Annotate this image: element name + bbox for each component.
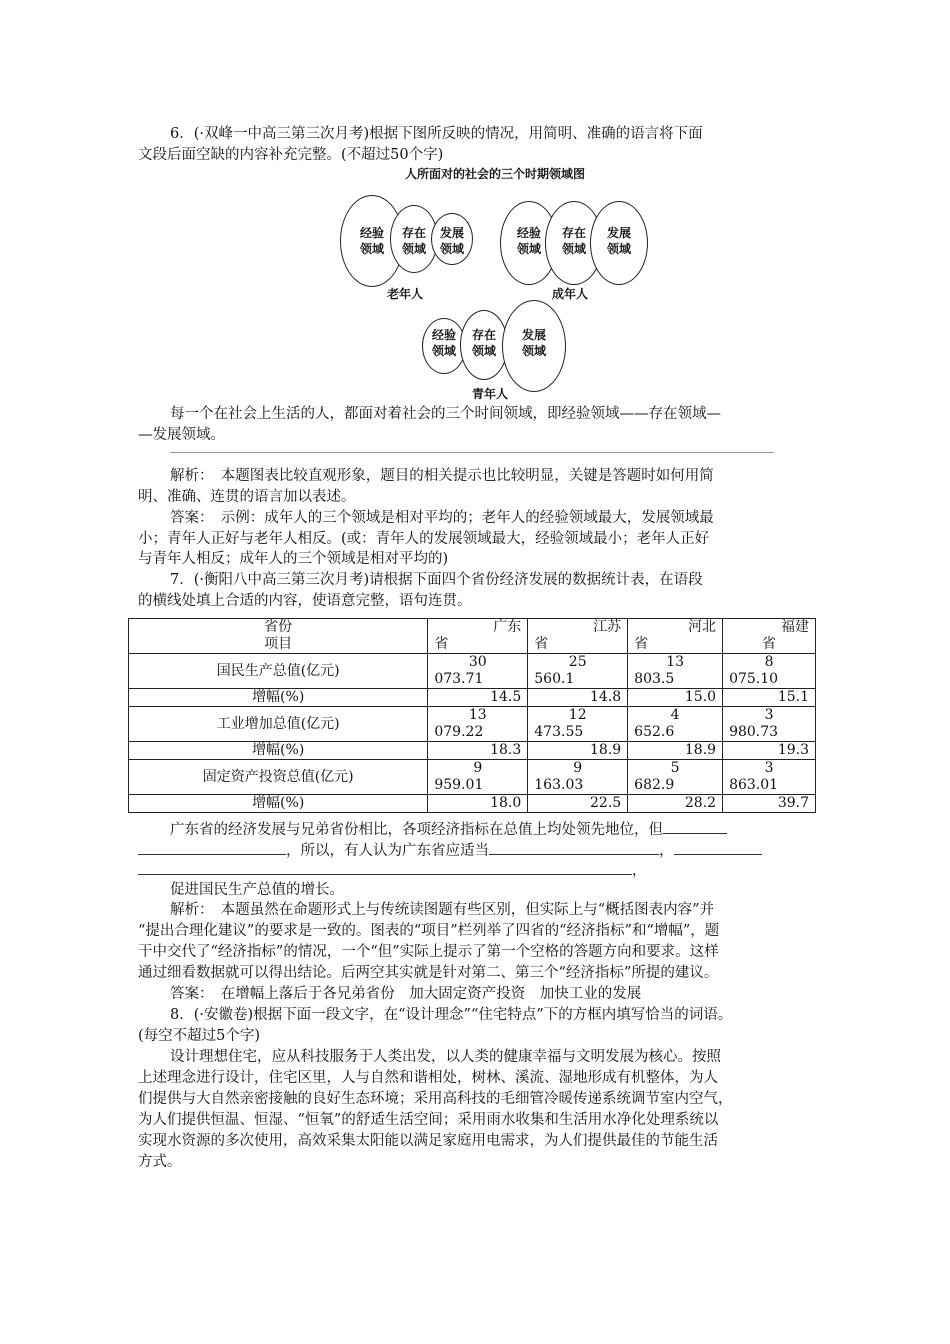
adult-existence-label: 存在 领域 xyxy=(561,226,586,256)
province-header-cell xyxy=(723,619,816,654)
table-cell: 13 803.5 xyxy=(628,654,723,689)
row-label: 增幅(%) xyxy=(129,742,428,760)
q7-analysis-line2: “提出合理化建议”的要求是一致的。图表的“项目”栏列举了四省的“经济指标”和“增幅”，题 xyxy=(138,923,720,939)
province-header-cell xyxy=(528,619,628,654)
province-name: 福建 xyxy=(781,619,809,635)
province-header-cell xyxy=(428,619,528,654)
table-row xyxy=(129,689,816,707)
table-cell: 19.3 xyxy=(723,742,816,760)
table-cell: 22.5 xyxy=(528,795,628,813)
youth-experience-label: 经验 领域 xyxy=(431,328,456,358)
q7-paragraph-line2 xyxy=(138,840,762,861)
q7-analysis-line4: 通过细看数据就可以得出结论。后两空其实就是针对第二、第三个“经济指标”所提的建议。 xyxy=(138,965,719,981)
youth-development-label: 发展 领域 xyxy=(521,328,546,358)
table-cell: 9 163.03 xyxy=(528,760,628,795)
elder-development-label: 发展 领域 xyxy=(439,226,464,256)
q7-comma: ， xyxy=(632,863,647,879)
province-suffix: 省 xyxy=(762,636,777,652)
province-name: 河北 xyxy=(688,619,717,635)
q7-answer-line: 答案： 在增幅上落后于各兄弟省份 加大固定资产投资 加快工业的发展 xyxy=(170,986,642,1002)
table-cell: 5 682.9 xyxy=(628,760,723,795)
table-row xyxy=(129,795,816,813)
row-label: 增幅(%) xyxy=(129,689,428,707)
table-cell: 39.7 xyxy=(723,795,816,813)
table-cell: 14.8 xyxy=(528,689,628,707)
q8-passage-line6: 方式。 xyxy=(138,1154,182,1170)
q8-passage-line3: 们提供与大自然亲密接触的良好生态环境；采用高科技的毛细管冷暖传递系统调节室内空气， xyxy=(138,1091,733,1107)
table-cell: 18.3 xyxy=(428,742,528,760)
fill-blank-3b[interactable] xyxy=(138,860,632,875)
q6-analysis-line2: 明、准确、连贯的语言加以表述。 xyxy=(138,489,356,505)
header-item-label: 项目 xyxy=(264,636,293,652)
row-label: 国民生产总值(亿元) xyxy=(129,654,428,689)
table-row xyxy=(129,707,816,742)
adult-group-label: 成年人 xyxy=(552,287,589,301)
q7-paragraph-line3 xyxy=(138,860,647,881)
table-cell: 14.5 xyxy=(428,689,528,707)
q8-passage-line1: 设计理想住宅，应从科技服务于人类出发，以人类的健康幸福与文明发展为核心。按照 xyxy=(170,1049,721,1065)
q6-answer-line1: 答案： 示例：成年人的三个领域是相对平均的；老年人的经验领域最大，发展领域最 xyxy=(170,510,714,526)
table-header-row xyxy=(129,619,816,654)
adult-development-label: 发展 领域 xyxy=(606,226,631,256)
province-suffix: 省 xyxy=(634,636,649,652)
table-cell: 25 560.1 xyxy=(528,654,628,689)
q7-paragraph-line4: 促进国民生产总值的增长。 xyxy=(170,882,344,898)
q7-stem-line1: 7．(·衡阳八中高三第三次月考)请根据下面四个省份经济发展的数据统计表，在语段 xyxy=(170,572,703,588)
q8-stem-line1: 8．(·安徽卷)根据下面一段文字，在“设计理念”“住宅特点”下的方框内填写恰当的词语。 xyxy=(170,1007,733,1023)
province-header-cell xyxy=(628,619,723,654)
q7-paragraph-text: ，所以，有人认为广东省应适当 xyxy=(286,843,489,859)
q6-answer-line3: 与青年人相反；成年人的三个领域是相对平均的) xyxy=(138,551,449,567)
fill-blank-1a[interactable] xyxy=(663,819,727,834)
fill-blank-3a[interactable] xyxy=(674,840,762,855)
elder-group-label: 老年人 xyxy=(387,287,424,301)
youth-existence-label: 存在 领域 xyxy=(471,328,496,358)
table-cell: 15.0 xyxy=(628,689,723,707)
table-cell: 4 652.6 xyxy=(628,707,723,742)
table-row xyxy=(129,654,816,689)
diagram-title: 人所面对的社会的三个时期领域图 xyxy=(404,167,585,181)
table-cell: 9 959.01 xyxy=(428,760,528,795)
q7-stem-line2: 的横线处填上合适的内容，使语意完整，语句连贯。 xyxy=(138,593,472,609)
youth-group-label: 青年人 xyxy=(472,387,509,401)
row-label: 工业增加总值(亿元) xyxy=(129,707,428,742)
table-cell: 28.2 xyxy=(628,795,723,813)
table-cell: 12 473.55 xyxy=(528,707,628,742)
q6-analysis-line1: 解析： 本题图表比较直观形象，题目的相关提示也比较明显，关键是答题时如何用简 xyxy=(170,468,714,484)
q8-stem-line2: (每空不超过5个字) xyxy=(138,1028,261,1044)
q6-answer-line xyxy=(170,452,774,453)
table-cell: 30 073.71 xyxy=(428,654,528,689)
table-cell: 13 079.22 xyxy=(428,707,528,742)
table-cell: 18.9 xyxy=(628,742,723,760)
province-suffix: 省 xyxy=(434,636,449,652)
q8-passage-line5: 实现水资源的多次使用，高效采集太阳能以满足家庭用电需求，为人们提供最佳的节能生活 xyxy=(138,1133,718,1149)
q6-stem-line1: 6．(·双峰一中高三第三次月考)根据下图所反映的情况，用简明、准确的语言将下面 xyxy=(170,126,703,142)
q7-analysis-line1: 解析： 本题虽然在命题形式上与传统读图题有些区别，但实际上与“概括图表内容”并 xyxy=(170,902,715,918)
header-province-label: 省份 xyxy=(264,619,293,635)
table-cell: 18.9 xyxy=(528,742,628,760)
row-label: 增幅(%) xyxy=(129,795,428,813)
fill-blank-1b[interactable] xyxy=(138,840,286,855)
elder-existence-label: 存在 领域 xyxy=(401,226,426,256)
q7-comma: ， xyxy=(659,843,674,859)
table-row xyxy=(129,760,816,795)
province-name: 广东 xyxy=(493,619,522,635)
table-cell: 15.1 xyxy=(723,689,816,707)
table-cell: 3 980.73 xyxy=(723,707,816,742)
adult-experience-label: 经验 领域 xyxy=(516,226,541,256)
q8-passage-line4: 为人们提供恒温、恒湿、“恒氧”的舒适生活空间；采用雨水收集和生活用水净化处理系统以 xyxy=(138,1112,719,1128)
q7-paragraph-line1 xyxy=(170,819,727,840)
table-cell: 18.0 xyxy=(428,795,528,813)
row-label: 固定资产投资总值(亿元) xyxy=(129,760,428,795)
q6-paragraph-line1: 每一个在社会上生活的人，都面对着社会的三个时间领域，即经验领域——存在领域— xyxy=(170,406,721,422)
domain-diagram xyxy=(330,165,660,400)
table-row xyxy=(129,742,816,760)
q7-analysis-line3: 干中交代了“经济指标”的情况，一个“但”实际上提示了第一个空格的答题方向和要求。这样 xyxy=(138,944,719,960)
economic-stats-table xyxy=(128,618,816,813)
q8-passage-line2: 上述理念进行设计，住宅区里，人与自然和谐相处，树林、溪流、湿地形成有机整体，为人 xyxy=(138,1070,718,1086)
table-corner-cell xyxy=(129,619,428,654)
table-cell: 3 863.01 xyxy=(723,760,816,795)
elder-experience-label: 经验 领域 xyxy=(359,226,384,256)
table-cell: 8 075.10 xyxy=(723,654,816,689)
q6-paragraph-line2: —发展领域。 xyxy=(138,427,225,443)
q6-answer-line2: 小；青年人正好与老年人相反。(或：青年人的发展领域最大，经验领域最小；老年人正好 xyxy=(138,531,710,547)
province-name: 江苏 xyxy=(593,619,622,635)
q6-stem-line2: 文段后面空缺的内容补充完整。(不超过50个字) xyxy=(138,147,444,163)
fill-blank-2a[interactable] xyxy=(489,840,659,855)
province-suffix: 省 xyxy=(534,636,549,652)
q7-paragraph-text: 广东省的经济发展与兄弟省份相比，各项经济指标在总值上均处领先地位，但 xyxy=(170,822,663,838)
